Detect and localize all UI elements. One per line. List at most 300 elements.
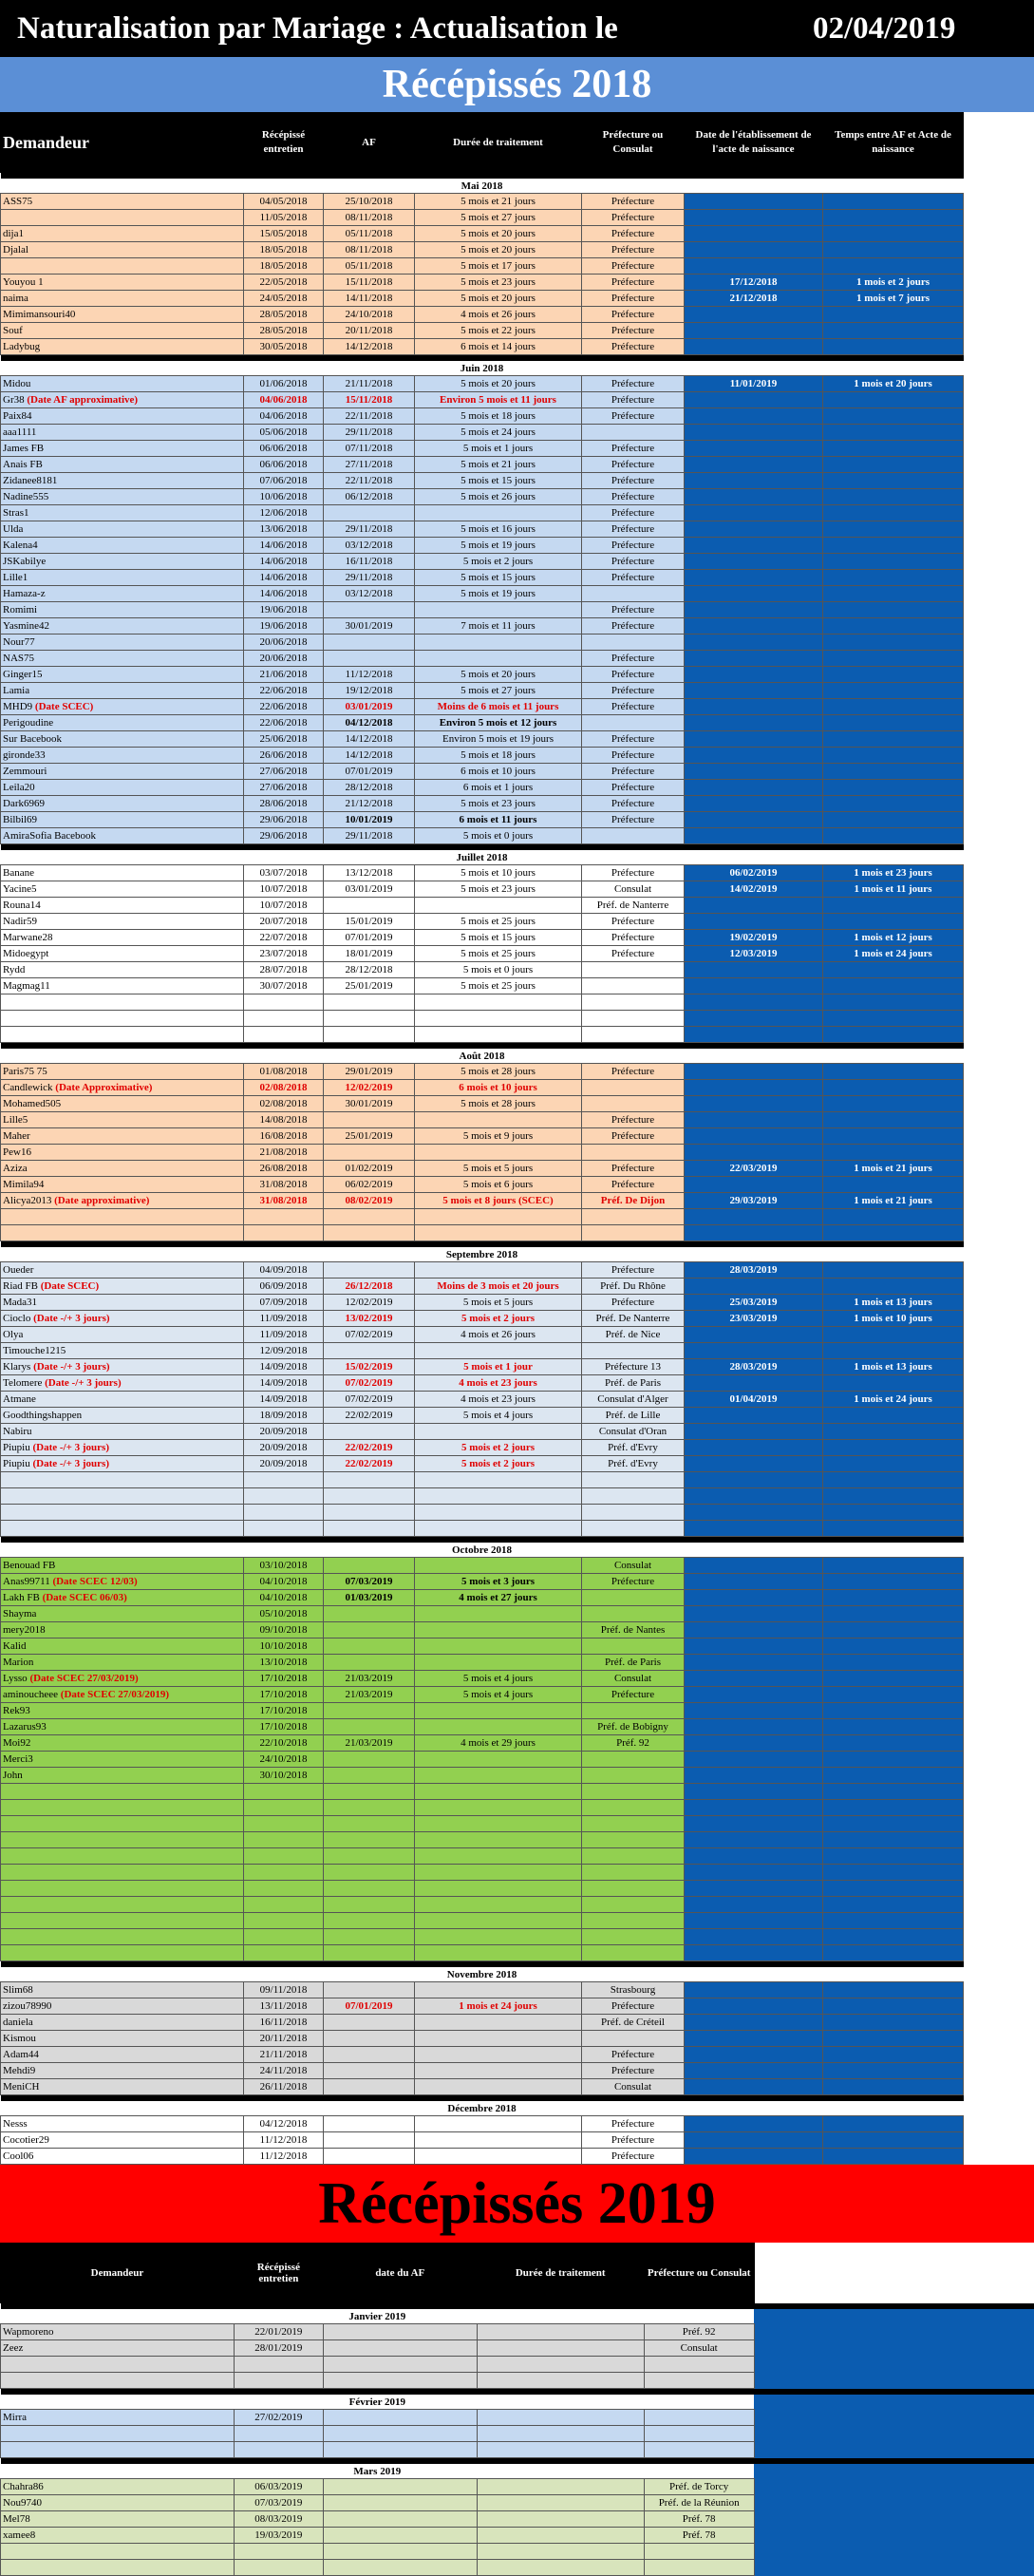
cell bbox=[324, 1424, 415, 1440]
cell bbox=[1, 1505, 244, 1521]
cell bbox=[644, 2410, 754, 2426]
table-row bbox=[1, 1703, 964, 1719]
cell: Préf. 78 bbox=[644, 2528, 754, 2544]
cell: Anas99711 (Date SCEC 12/03) bbox=[1, 1574, 244, 1590]
cell: 28/05/2018 bbox=[244, 323, 324, 339]
cell: Mel78 bbox=[1, 2511, 235, 2528]
cell: 25/03/2019 bbox=[685, 1295, 823, 1311]
cell bbox=[582, 1096, 685, 1112]
cell: Consulat d'Oran bbox=[582, 1424, 685, 1440]
table-row bbox=[1, 1456, 964, 1472]
cell bbox=[685, 715, 823, 731]
column-header: Préfecture ou Consulat bbox=[644, 2244, 754, 2303]
cell: naima bbox=[1, 291, 244, 307]
cell: 5 mois et 4 jours bbox=[415, 1687, 582, 1703]
cell bbox=[1, 1832, 244, 1848]
cell bbox=[415, 651, 582, 667]
cell bbox=[324, 1929, 415, 1945]
cell bbox=[685, 242, 823, 258]
table-row bbox=[1, 2544, 1034, 2560]
table-row bbox=[1, 1128, 964, 1145]
cell: 5 mois et 1 jours bbox=[415, 441, 582, 457]
table-row bbox=[1, 796, 964, 812]
cell: 5 mois et 25 jours bbox=[415, 978, 582, 994]
cell bbox=[415, 2149, 582, 2165]
cell: Préfecture bbox=[582, 865, 685, 881]
cell bbox=[323, 2324, 477, 2340]
cell: Préfecture bbox=[582, 392, 685, 408]
table-row bbox=[1, 538, 964, 554]
cell bbox=[644, 2357, 754, 2373]
cell bbox=[685, 914, 823, 930]
cell: 5 mois et 0 jours bbox=[415, 828, 582, 844]
cell: Préf. d'Evry bbox=[582, 1456, 685, 1472]
section-2019-title: Récépissés 2019 bbox=[0, 2165, 1034, 2243]
cell bbox=[477, 2340, 644, 2357]
cell bbox=[823, 1279, 964, 1295]
cell bbox=[823, 1505, 964, 1521]
cell bbox=[685, 618, 823, 635]
cell: Ginger15 bbox=[1, 667, 244, 683]
cell bbox=[324, 1558, 415, 1574]
table-row bbox=[1, 1982, 964, 1998]
cell bbox=[685, 1865, 823, 1881]
cell: 09/11/2018 bbox=[244, 1982, 324, 1998]
cell bbox=[477, 2373, 644, 2389]
cell bbox=[415, 1505, 582, 1521]
cell bbox=[823, 1096, 964, 1112]
cell: 1 mois et 10 jours bbox=[823, 1311, 964, 1327]
table-row bbox=[1, 930, 964, 946]
cell bbox=[324, 1752, 415, 1768]
table-row bbox=[1, 1112, 964, 1128]
cell: 14/09/2018 bbox=[244, 1375, 324, 1392]
cell bbox=[244, 1945, 324, 1961]
cell: 07/01/2019 bbox=[324, 930, 415, 946]
cell: 29/11/2018 bbox=[324, 570, 415, 586]
cell: mery2018 bbox=[1, 1622, 244, 1638]
cell: 6 mois et 10 jours bbox=[415, 1080, 582, 1096]
cell: 5 mois et 27 jours bbox=[415, 683, 582, 699]
cell: Paix84 bbox=[1, 408, 244, 425]
cell bbox=[823, 457, 964, 473]
cell bbox=[823, 1177, 964, 1193]
cell: Consulat bbox=[582, 2079, 685, 2095]
cell bbox=[415, 1982, 582, 1998]
cell: 05/11/2018 bbox=[324, 258, 415, 275]
cell: 01/03/2019 bbox=[324, 1590, 415, 1606]
cell bbox=[582, 1768, 685, 1784]
cell: 14/06/2018 bbox=[244, 570, 324, 586]
table-row bbox=[1, 1816, 964, 1832]
table-row bbox=[1, 376, 964, 392]
cell: James FB bbox=[1, 441, 244, 457]
cell bbox=[415, 1800, 582, 1816]
cell bbox=[582, 1027, 685, 1043]
cell bbox=[582, 586, 685, 602]
cell bbox=[582, 635, 685, 651]
cell: 22/02/2019 bbox=[324, 1456, 415, 1472]
cell bbox=[324, 1703, 415, 1719]
cell: Préfecture bbox=[582, 538, 685, 554]
cell: Préfecture bbox=[582, 194, 685, 210]
cell bbox=[823, 764, 964, 780]
cell: Préf. De Nanterre bbox=[582, 1311, 685, 1327]
cell bbox=[1, 1784, 244, 1800]
table-row bbox=[1, 731, 964, 748]
cell: 24/05/2018 bbox=[244, 291, 324, 307]
cell bbox=[823, 473, 964, 489]
column-header: Demandeur bbox=[1, 113, 244, 173]
table-row bbox=[1, 2560, 1034, 2576]
cell: 5 mois et 25 jours bbox=[415, 946, 582, 962]
cell: Consulat d'Alger bbox=[582, 1392, 685, 1408]
column-header: Temps entre AF et Acte de naissance bbox=[823, 113, 964, 173]
table-row bbox=[1, 1311, 964, 1327]
cell bbox=[323, 2340, 477, 2357]
cell bbox=[324, 1982, 415, 1998]
cell bbox=[685, 1279, 823, 1295]
table-row bbox=[1, 2340, 1034, 2357]
cell: 20/06/2018 bbox=[244, 635, 324, 651]
cell bbox=[244, 1816, 324, 1832]
table-row bbox=[1, 715, 964, 731]
cell: Zidanee8181 bbox=[1, 473, 244, 489]
cell bbox=[685, 1800, 823, 1816]
cell: 5 mois et 19 jours bbox=[415, 538, 582, 554]
cell: 04/09/2018 bbox=[244, 1262, 324, 1279]
cell: Préfecture 13 bbox=[582, 1359, 685, 1375]
cell bbox=[823, 1816, 964, 1832]
cell bbox=[477, 2442, 644, 2458]
cell bbox=[823, 2149, 964, 2165]
cell: 1 mois et 21 jours bbox=[823, 1193, 964, 1209]
column-header: Demandeur bbox=[1, 2244, 235, 2303]
table-row bbox=[1, 1343, 964, 1359]
cell: 29/11/2018 bbox=[324, 425, 415, 441]
cell bbox=[823, 1209, 964, 1225]
table-row bbox=[1, 748, 964, 764]
cell: 24/10/2018 bbox=[324, 307, 415, 323]
cell bbox=[415, 1145, 582, 1161]
cell: 1 mois et 13 jours bbox=[823, 1295, 964, 1311]
table-row bbox=[1, 2015, 964, 2031]
cell: Gr38 (Date AF approximative) bbox=[1, 392, 244, 408]
cell bbox=[324, 1638, 415, 1655]
cell bbox=[685, 1558, 823, 1574]
month-label: Juillet 2018 bbox=[1, 850, 964, 865]
cell bbox=[324, 651, 415, 667]
cell: Maher bbox=[1, 1128, 244, 1145]
cell: 27/06/2018 bbox=[244, 780, 324, 796]
cell bbox=[685, 1128, 823, 1145]
cell bbox=[823, 1027, 964, 1043]
cell bbox=[685, 1408, 823, 1424]
cell bbox=[1, 258, 244, 275]
cell bbox=[582, 1472, 685, 1488]
cell: Préfecture bbox=[582, 441, 685, 457]
cell bbox=[415, 1558, 582, 1574]
cell bbox=[823, 1128, 964, 1145]
cell: Préf. de Nantes bbox=[582, 1622, 685, 1638]
cell: 5 mois et 15 jours bbox=[415, 930, 582, 946]
cell bbox=[324, 1505, 415, 1521]
cell: 5 mois et 2 jours bbox=[415, 554, 582, 570]
table-row bbox=[1, 946, 964, 962]
cell bbox=[685, 1735, 823, 1752]
cell: 14/02/2019 bbox=[685, 881, 823, 898]
cell bbox=[685, 1848, 823, 1865]
cell: Slim68 bbox=[1, 1982, 244, 1998]
cell: 27/11/2018 bbox=[324, 457, 415, 473]
cell bbox=[1, 1521, 244, 1537]
cell bbox=[823, 978, 964, 994]
cell bbox=[685, 339, 823, 355]
cell: 26/06/2018 bbox=[244, 748, 324, 764]
cell: 1 mois et 11 jours bbox=[823, 881, 964, 898]
cell bbox=[685, 554, 823, 570]
cell: Ulda bbox=[1, 521, 244, 538]
cell bbox=[823, 1574, 964, 1590]
cell: 16/11/2018 bbox=[244, 2015, 324, 2031]
cell bbox=[823, 210, 964, 226]
cell bbox=[685, 1096, 823, 1112]
cell: 10/01/2019 bbox=[324, 812, 415, 828]
cell bbox=[1, 1945, 244, 1961]
table-row bbox=[1, 194, 964, 210]
cell: 30/05/2018 bbox=[244, 339, 324, 355]
cell: 4 mois et 27 jours bbox=[415, 1590, 582, 1606]
cell bbox=[823, 307, 964, 323]
cell bbox=[685, 1768, 823, 1784]
cell: 15/01/2019 bbox=[324, 914, 415, 930]
column-header: Durée de traitement bbox=[477, 2244, 644, 2303]
cell: 25/01/2019 bbox=[324, 1128, 415, 1145]
cell bbox=[823, 226, 964, 242]
cell bbox=[685, 796, 823, 812]
cell: 5 mois et 15 jours bbox=[415, 473, 582, 489]
cell: Mehdi9 bbox=[1, 2063, 244, 2079]
cell: 6 mois et 14 jours bbox=[415, 339, 582, 355]
table-row bbox=[1, 2132, 964, 2149]
cell: Nadir59 bbox=[1, 914, 244, 930]
cell bbox=[823, 1768, 964, 1784]
cell bbox=[324, 1897, 415, 1913]
cell: 15/11/2018 bbox=[324, 275, 415, 291]
table-row bbox=[1, 1832, 964, 1848]
cell: 12/03/2019 bbox=[685, 946, 823, 962]
cell: Moi92 bbox=[1, 1735, 244, 1752]
cell: 03/01/2019 bbox=[324, 881, 415, 898]
cell bbox=[324, 1865, 415, 1881]
cell: Candlewick (Date Approximative) bbox=[1, 1080, 244, 1096]
cell: 07/06/2018 bbox=[244, 473, 324, 489]
cell: 09/10/2018 bbox=[244, 1622, 324, 1638]
cell bbox=[415, 1638, 582, 1655]
cell: 4 mois et 23 jours bbox=[415, 1375, 582, 1392]
cell: 01/06/2018 bbox=[244, 376, 324, 392]
cell: Leila20 bbox=[1, 780, 244, 796]
cell: 18/01/2019 bbox=[324, 946, 415, 962]
table-row bbox=[1, 2442, 1034, 2458]
table-row bbox=[1, 1096, 964, 1112]
month-header bbox=[1, 361, 964, 376]
table-row bbox=[1, 1359, 964, 1375]
cell bbox=[1, 994, 244, 1011]
table-row bbox=[1, 2047, 964, 2063]
month-header bbox=[1, 179, 964, 194]
cell: 14/12/2018 bbox=[324, 731, 415, 748]
cell bbox=[823, 1558, 964, 1574]
cell: daniela bbox=[1, 2015, 244, 2031]
cell: Anais FB bbox=[1, 457, 244, 473]
table-row bbox=[1, 1177, 964, 1193]
cell bbox=[324, 1719, 415, 1735]
cell bbox=[823, 323, 964, 339]
cell bbox=[685, 635, 823, 651]
cell: Préfecture bbox=[582, 1295, 685, 1311]
cell: 7 mois et 11 jours bbox=[415, 618, 582, 635]
cell: Nou9740 bbox=[1, 2495, 235, 2511]
cell: Rydd bbox=[1, 962, 244, 978]
cell: Atmane bbox=[1, 1392, 244, 1408]
month-header bbox=[1, 1247, 964, 1262]
cell bbox=[823, 731, 964, 748]
cell bbox=[823, 2047, 964, 2063]
cell: 01/08/2018 bbox=[244, 1064, 324, 1080]
table-row bbox=[1, 2031, 964, 2047]
cell bbox=[477, 2495, 644, 2511]
cell: Préfecture bbox=[582, 796, 685, 812]
cell: 23/07/2018 bbox=[244, 946, 324, 962]
cell: 17/10/2018 bbox=[244, 1687, 324, 1703]
cell: Préfecture bbox=[582, 602, 685, 618]
cell bbox=[823, 1343, 964, 1359]
table-row bbox=[1, 1687, 964, 1703]
cell bbox=[415, 1112, 582, 1128]
cell: Préf. d'Evry bbox=[582, 1440, 685, 1456]
cell: Environ 5 mois et 12 jours bbox=[415, 715, 582, 731]
cell: Préfecture bbox=[582, 258, 685, 275]
cell: 31/08/2018 bbox=[244, 1193, 324, 1209]
cell bbox=[582, 1945, 685, 1961]
cell: Moins de 3 mois et 20 jours bbox=[415, 1279, 582, 1295]
table-row bbox=[1, 1865, 964, 1881]
table-row bbox=[1, 554, 964, 570]
cell bbox=[823, 699, 964, 715]
cell: Nour77 bbox=[1, 635, 244, 651]
cell: 06/06/2018 bbox=[244, 457, 324, 473]
cell: 4 mois et 23 jours bbox=[415, 1392, 582, 1408]
cell bbox=[685, 1622, 823, 1638]
cell: 15/05/2018 bbox=[244, 226, 324, 242]
cell bbox=[415, 1881, 582, 1897]
cell bbox=[685, 1638, 823, 1655]
cell: 14/09/2018 bbox=[244, 1392, 324, 1408]
cell: Préf. de Paris bbox=[582, 1375, 685, 1392]
cell: 29/01/2019 bbox=[324, 1064, 415, 1080]
cell: NAS75 bbox=[1, 651, 244, 667]
table-row bbox=[1, 828, 964, 844]
cell: Préf. 92 bbox=[582, 1735, 685, 1752]
cell bbox=[324, 635, 415, 651]
cell bbox=[644, 2426, 754, 2442]
cell: Midoegypt bbox=[1, 946, 244, 962]
cell bbox=[685, 898, 823, 914]
cell: 12/09/2018 bbox=[244, 1343, 324, 1359]
cell bbox=[823, 1832, 964, 1848]
cell bbox=[685, 1574, 823, 1590]
cell bbox=[685, 683, 823, 699]
cell: 5 mois et 25 jours bbox=[415, 914, 582, 930]
cell bbox=[685, 1998, 823, 2015]
cell bbox=[823, 667, 964, 683]
cell bbox=[685, 1816, 823, 1832]
cell bbox=[685, 2031, 823, 2047]
cell: 20/11/2018 bbox=[324, 323, 415, 339]
cell bbox=[823, 1913, 964, 1929]
cell bbox=[324, 2015, 415, 2031]
cell bbox=[685, 1440, 823, 1456]
cell: Hamaza-z bbox=[1, 586, 244, 602]
cell bbox=[323, 2544, 477, 2560]
cell bbox=[1, 1913, 244, 1929]
table-row bbox=[1, 994, 964, 1011]
cell bbox=[685, 521, 823, 538]
cell bbox=[685, 1327, 823, 1343]
cell: 5 mois et 20 jours bbox=[415, 376, 582, 392]
cell bbox=[324, 1011, 415, 1027]
cell: 5 mois et 5 jours bbox=[415, 1295, 582, 1311]
cell bbox=[823, 812, 964, 828]
cell: 28/06/2018 bbox=[244, 796, 324, 812]
cell bbox=[415, 898, 582, 914]
table-row bbox=[1, 2479, 1034, 2495]
cell bbox=[477, 2479, 644, 2495]
cell bbox=[685, 1687, 823, 1703]
month-label: Février 2019 bbox=[1, 2395, 755, 2410]
cell: Préfecture bbox=[582, 2063, 685, 2079]
table-row bbox=[1, 2063, 964, 2079]
cell bbox=[244, 994, 324, 1011]
cell bbox=[823, 1897, 964, 1913]
cell: Rouna14 bbox=[1, 898, 244, 914]
cell bbox=[324, 1472, 415, 1488]
cell bbox=[823, 1456, 964, 1472]
cell bbox=[823, 962, 964, 978]
cell: Préfecture bbox=[582, 1112, 685, 1128]
cell: Préfecture bbox=[582, 748, 685, 764]
cell: Yasmine42 bbox=[1, 618, 244, 635]
cell: 03/07/2018 bbox=[244, 865, 324, 881]
cell bbox=[582, 1897, 685, 1913]
cell: Banane bbox=[1, 865, 244, 881]
table-row bbox=[1, 1719, 964, 1735]
table-row bbox=[1, 2324, 1034, 2340]
cell: 5 mois et 4 jours bbox=[415, 1408, 582, 1424]
cell: Préfecture bbox=[582, 683, 685, 699]
cell: 18/05/2018 bbox=[244, 258, 324, 275]
table-row bbox=[1, 1945, 964, 1961]
cell bbox=[582, 1865, 685, 1881]
cell: Préf. De Dijon bbox=[582, 1193, 685, 1209]
cell: Strasbourg bbox=[582, 1982, 685, 1998]
cell: 5 mois et 23 jours bbox=[415, 881, 582, 898]
column-header: AF bbox=[324, 113, 415, 173]
column-header: Récépissé entretien bbox=[244, 113, 324, 173]
cell: 1 mois et 23 jours bbox=[823, 865, 964, 881]
cell bbox=[685, 1027, 823, 1043]
